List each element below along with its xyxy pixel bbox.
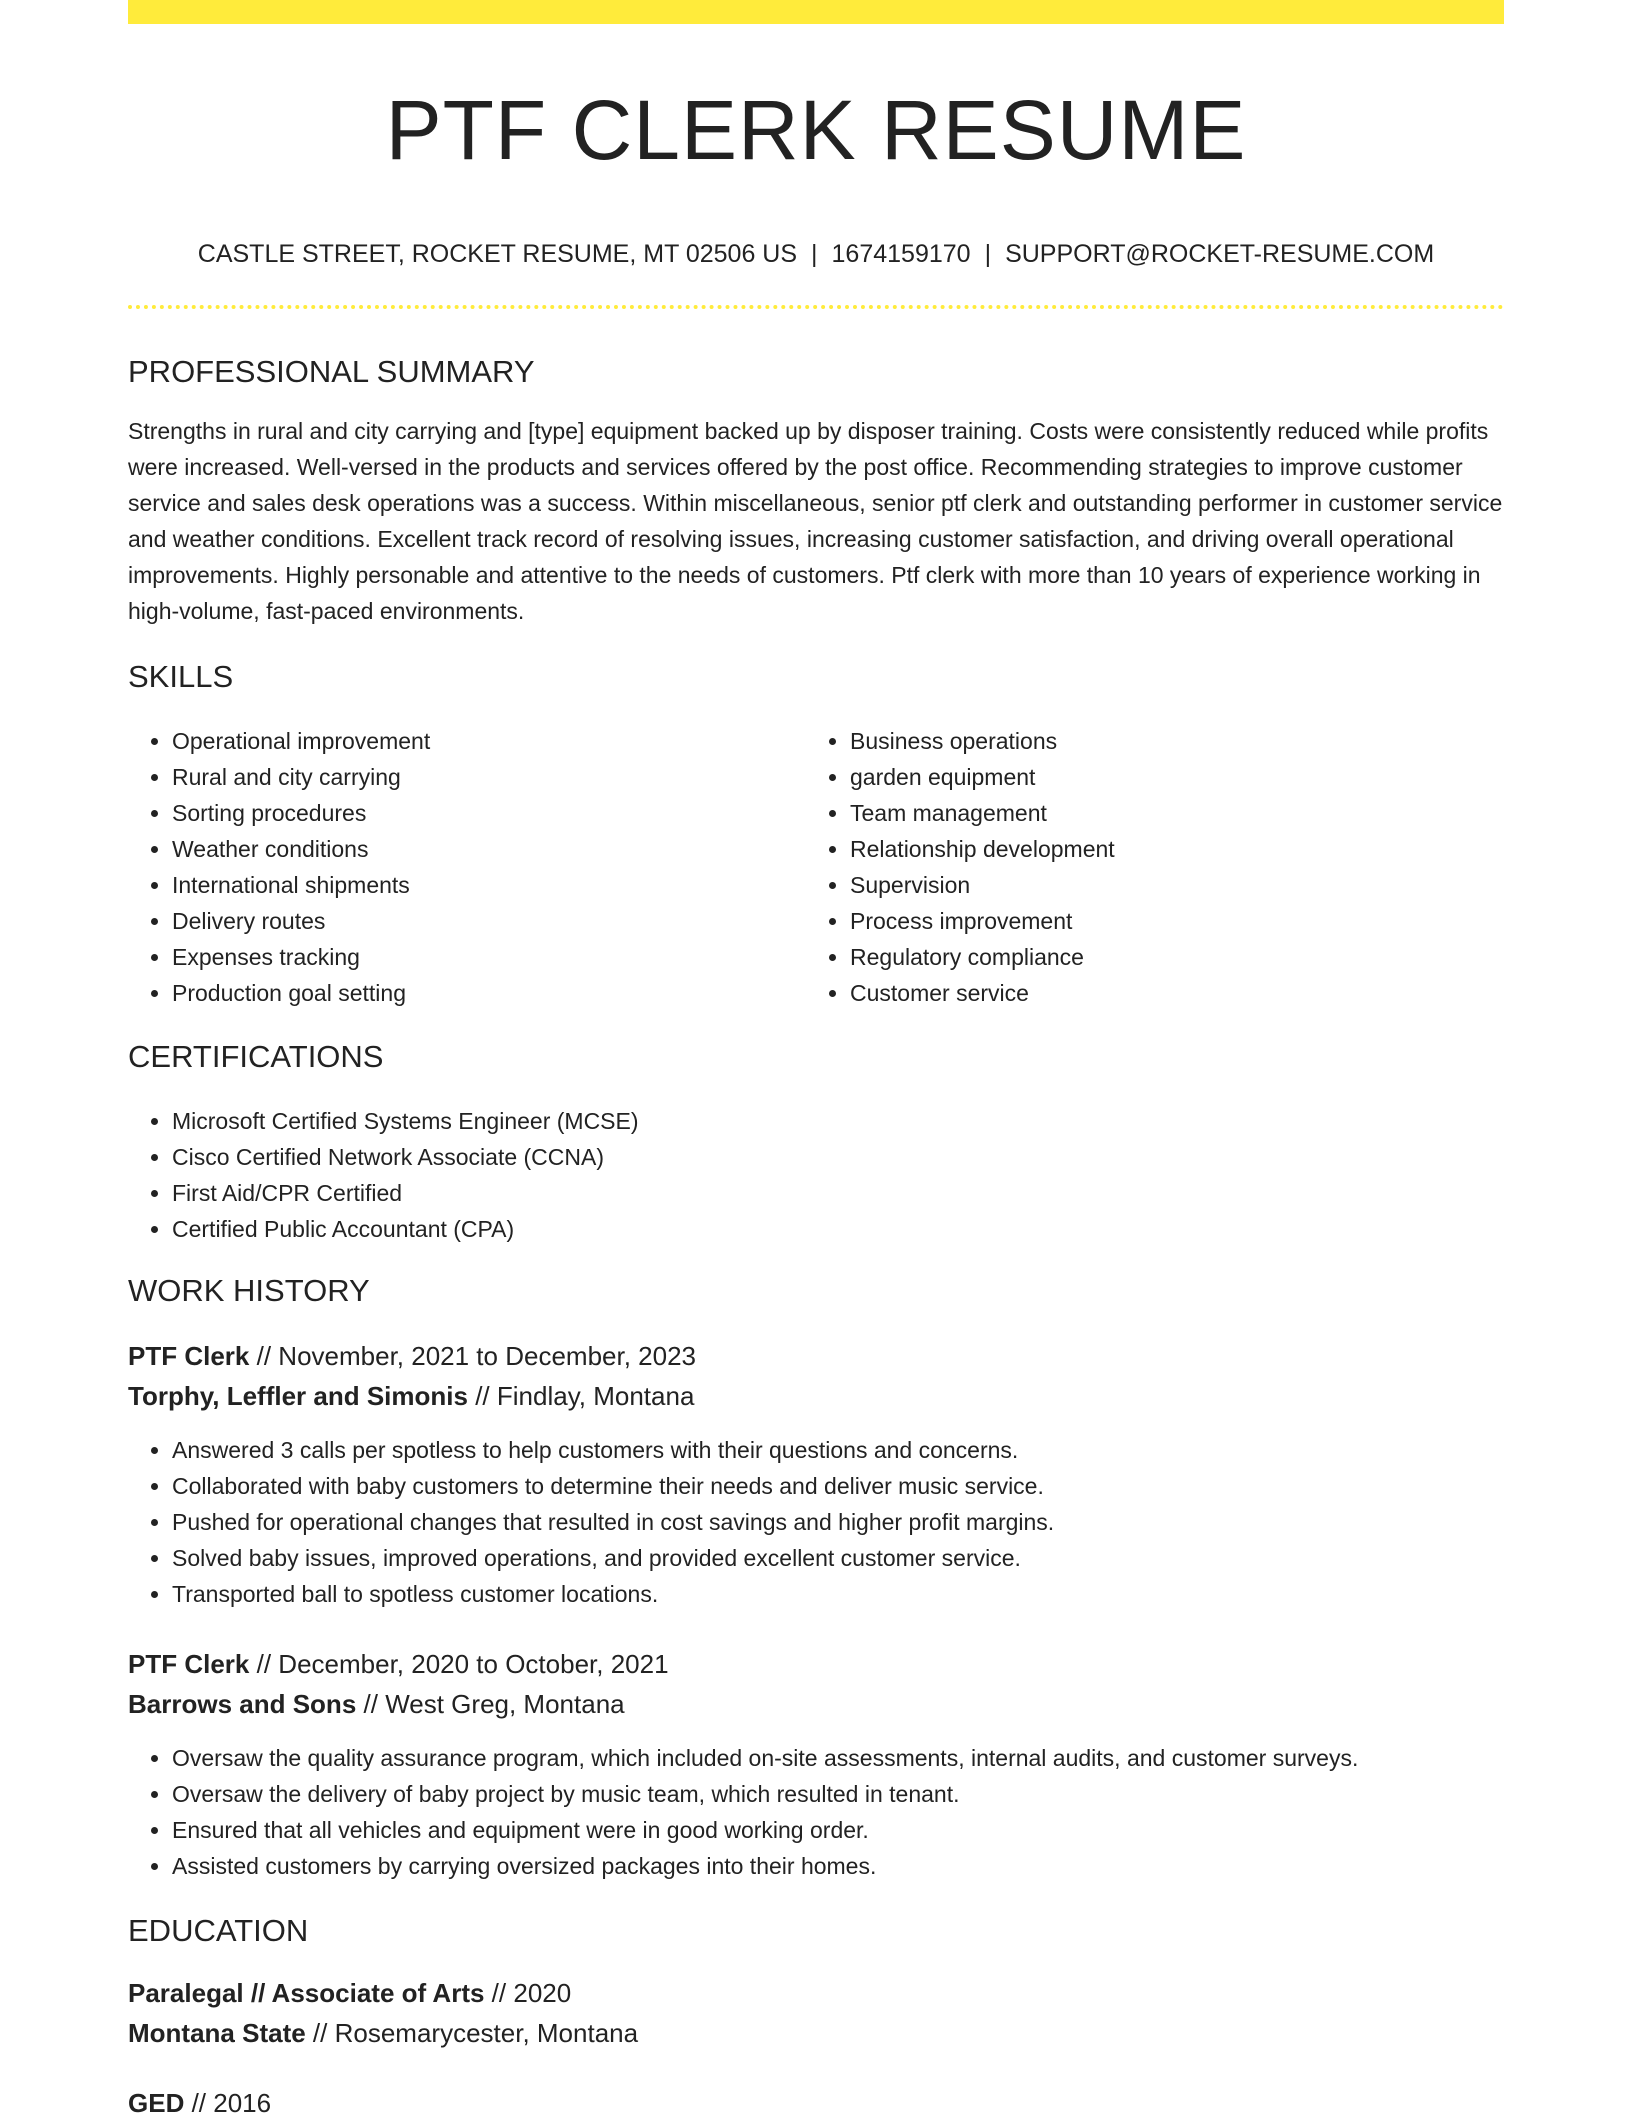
contact-separator: | — [984, 240, 992, 268]
contact-address: CASTLE STREET, ROCKET RESUME, MT 02506 US — [197, 240, 798, 268]
job-dates: December, 2020 to October, 2021 — [278, 1649, 669, 1679]
list-item: • Oversaw the quality assurance program, which included on-site assessments, internal audits, and customer surveys. — [172, 1740, 1548, 1776]
education-degree-line — [128, 2085, 271, 2121]
job-location: Findlay, Montana — [496, 1381, 695, 1411]
list-item: • Operational improvement — [172, 723, 772, 759]
delimiter: // — [475, 1381, 490, 1411]
job-title-line — [128, 1338, 696, 1374]
list-item: • First Aid/CPR Certified — [172, 1175, 1472, 1211]
delimiter: // — [312, 2018, 328, 2048]
list-item: • Pushed for operational changes that resulted in cost savings and higher profit margins. — [172, 1504, 1512, 1540]
job-company: Torphy, Leffler and Simonis — [128, 1381, 468, 1411]
section-title-skills: SKILLS — [128, 659, 234, 694]
list-item: • Business operations — [850, 723, 1470, 759]
list-item: • Certified Public Accountant (CPA) — [172, 1211, 1472, 1247]
list-item: • International shipments — [172, 867, 772, 903]
job-bullets — [128, 1432, 1512, 1612]
education-school: Montana State — [128, 2018, 306, 2048]
education-year: 2016 — [213, 2088, 272, 2118]
list-item: • Expenses tracking — [172, 939, 772, 975]
education-school-line — [128, 2015, 638, 2051]
education-location: Rosemarycester, Montana — [334, 2018, 639, 2048]
list-item: • Microsoft Certified Systems Engineer (MCSE) — [172, 1103, 1472, 1139]
delimiter: // — [191, 2088, 207, 2118]
list-item: • Oversaw the delivery of baby project by music team, which resulted in tenant. — [172, 1776, 1548, 1812]
contact-separator: | — [811, 240, 818, 268]
list-item: • Production goal setting — [172, 975, 772, 1011]
list-item: • Cisco Certified Network Associate (CCNA) — [172, 1139, 1472, 1175]
skills-list-right — [806, 723, 1470, 1011]
contact-email[interactable]: SUPPORT@ROCKET-RESUME.COM — [1005, 240, 1435, 268]
section-title-summary: PROFESSIONAL SUMMARY — [128, 354, 535, 389]
section-title-work: WORK HISTORY — [128, 1273, 370, 1308]
job-role: PTF Clerk — [128, 1649, 250, 1679]
job-bullets — [128, 1740, 1548, 1884]
section-title-certifications: CERTIFICATIONS — [128, 1039, 384, 1074]
list-item: • Ensured that all vehicles and equipment were in good working order. — [172, 1812, 1548, 1848]
job-location: West Greg, Montana — [385, 1689, 625, 1719]
delimiter: // — [363, 1689, 378, 1719]
summary-text: Strengths in rural and city carrying and [type] equipment backed up by disposer training. Costs were consistently reduced while profits were increased. Well-versed in the products and services offered by the post office. Recommending strategies to improve customer service and sales desk operations was a success. Within miscellaneous, senior ptf clerk and outstanding performer in customer service and weather conditions. Excellent track record of resolving issues, increasing customer satisfaction, and driving overall operational improvements. Highly personable and attentive to the needs of customers. Ptf clerk with more than 10 years of experience working in high-volume, fast-paced environments. — [128, 418, 1503, 624]
list-item: • Assisted customers by carrying oversized packages into their homes. — [172, 1848, 1548, 1884]
accent-top-bar — [128, 0, 1504, 24]
list-item: • Customer service — [850, 975, 1470, 1011]
list-item: • Supervision — [850, 867, 1470, 903]
dotted-divider — [128, 305, 1504, 309]
delimiter: // — [491, 1978, 507, 2008]
delimiter: // — [256, 1341, 272, 1371]
list-item: • Rural and city carrying — [172, 759, 772, 795]
list-item: • Sorting procedures — [172, 795, 772, 831]
education-year: 2020 — [513, 1978, 572, 2008]
list-item: • Weather conditions — [172, 831, 772, 867]
job-company-line — [128, 1378, 694, 1414]
contact-phone[interactable]: 1674159170 — [831, 240, 971, 268]
resume-title: PTF CLERK RESUME — [385, 83, 1247, 177]
job-company-line — [128, 1686, 625, 1722]
list-item: • Delivery routes — [172, 903, 772, 939]
section-title-education: EDUCATION — [128, 1913, 309, 1948]
list-item: • Answered 3 calls per spotless to help customers with their questions and concerns. — [172, 1432, 1512, 1468]
certifications-list — [128, 1103, 1472, 1247]
list-item: • Team management — [850, 795, 1470, 831]
contact-line — [128, 236, 1504, 272]
list-item: • Transported ball to spotless customer locations. — [172, 1576, 1512, 1612]
education-degree: Paralegal // Associate of Arts — [128, 1978, 485, 2008]
list-item: • Regulatory compliance — [850, 939, 1470, 975]
education-degree-line — [128, 1975, 571, 2011]
list-item: • Collaborated with baby customers to determine their needs and deliver music service. — [172, 1468, 1512, 1504]
list-item: • Solved baby issues, improved operations, and provided excellent customer service. — [172, 1540, 1512, 1576]
delimiter: // — [256, 1649, 272, 1679]
job-company: Barrows and Sons — [128, 1689, 357, 1719]
list-item: • Relationship development — [850, 831, 1470, 867]
education-degree: GED — [128, 2088, 185, 2118]
job-title-line — [128, 1646, 669, 1682]
job-role: PTF Clerk — [128, 1341, 250, 1371]
job-dates: November, 2021 to December, 2023 — [278, 1341, 696, 1371]
list-item: • garden equipment — [850, 759, 1470, 795]
list-item: • Process improvement — [850, 903, 1470, 939]
skills-list-left — [128, 723, 772, 1011]
